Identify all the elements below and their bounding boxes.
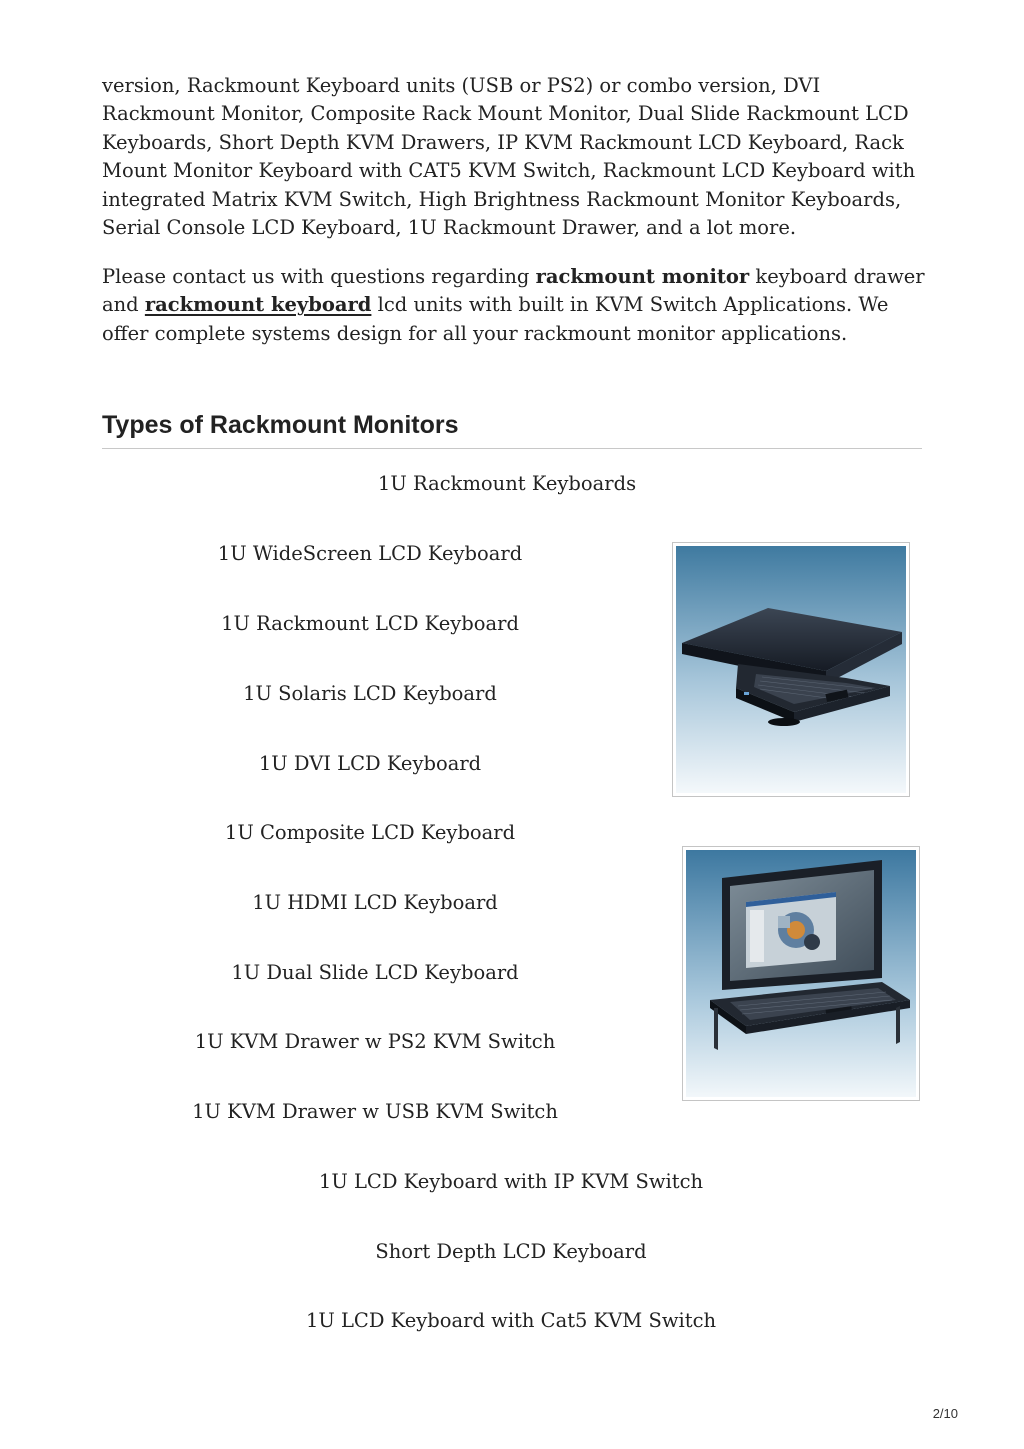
section-heading: Types of Rackmount Monitors	[102, 411, 459, 439]
product-list-item: 1U Rackmount Keyboards	[377, 472, 637, 495]
rackmount-keyboard-link[interactable]: rackmount keyboard	[144, 293, 372, 317]
contact-paragraph	[102, 263, 932, 348]
product-list-item: 1U Composite LCD Keyboard	[224, 821, 516, 844]
lcd-drawer-open-illustration	[686, 850, 916, 1097]
rackmount-drawer-closed-photo	[672, 542, 910, 797]
intro-paragraph: version, Rackmount Keyboard units (USB or PS2) or combo version, DVI Rackmount Monitor, Composite Rack Mount Monitor, Dual Slide Rackmount LCD Keyboards, Short Depth KVM Drawers, IP KVM Rackmount LCD Keyboard, Rack Mount Monitor Keyboard with CAT5 KVM Switch, Rackmount LCD Keyboard with integrated Matrix KVM Switch, High Brightness Rackmount Monitor Keyboards, Serial Console LCD Keyboard, 1U Rackmount Drawer, and a lot more.	[102, 74, 916, 240]
product-list-item: 1U Solaris LCD Keyboard	[243, 682, 497, 705]
product-list-item: 1U KVM Drawer w USB KVM Switch	[192, 1100, 558, 1123]
rackmount-monitor-bold: rackmount monitor	[535, 265, 750, 288]
product-list-item: 1U Dual Slide LCD Keyboard	[231, 961, 519, 984]
product-list-item: 1U WideScreen LCD Keyboard	[217, 542, 523, 565]
rackmount-lcd-open-photo	[682, 846, 920, 1101]
product-list-item: 1U LCD Keyboard with Cat5 KVM Switch	[305, 1309, 717, 1332]
contact-text-end: lcd units with built in KVM Switch Applications. We offer complete systems design for all your rackmount monitor applications.	[102, 293, 889, 345]
product-list-item: 1U DVI LCD Keyboard	[258, 752, 482, 775]
contact-text-start: Please contact us with questions regarding	[102, 265, 536, 288]
page-indicator: 2/10	[932, 1406, 958, 1421]
product-list-item: 1U LCD Keyboard with IP KVM Switch	[318, 1170, 704, 1193]
drawer-closed-illustration	[676, 546, 906, 793]
contact-text-middle: keyboard drawer and	[102, 265, 925, 317]
product-list-item: 1U Rackmount LCD Keyboard	[221, 612, 519, 635]
heading-divider	[102, 448, 922, 449]
product-list-item: 1U KVM Drawer w PS2 KVM Switch	[194, 1030, 556, 1053]
product-list-item: 1U HDMI LCD Keyboard	[252, 891, 498, 914]
product-list-item: Short Depth LCD Keyboard	[375, 1240, 647, 1263]
